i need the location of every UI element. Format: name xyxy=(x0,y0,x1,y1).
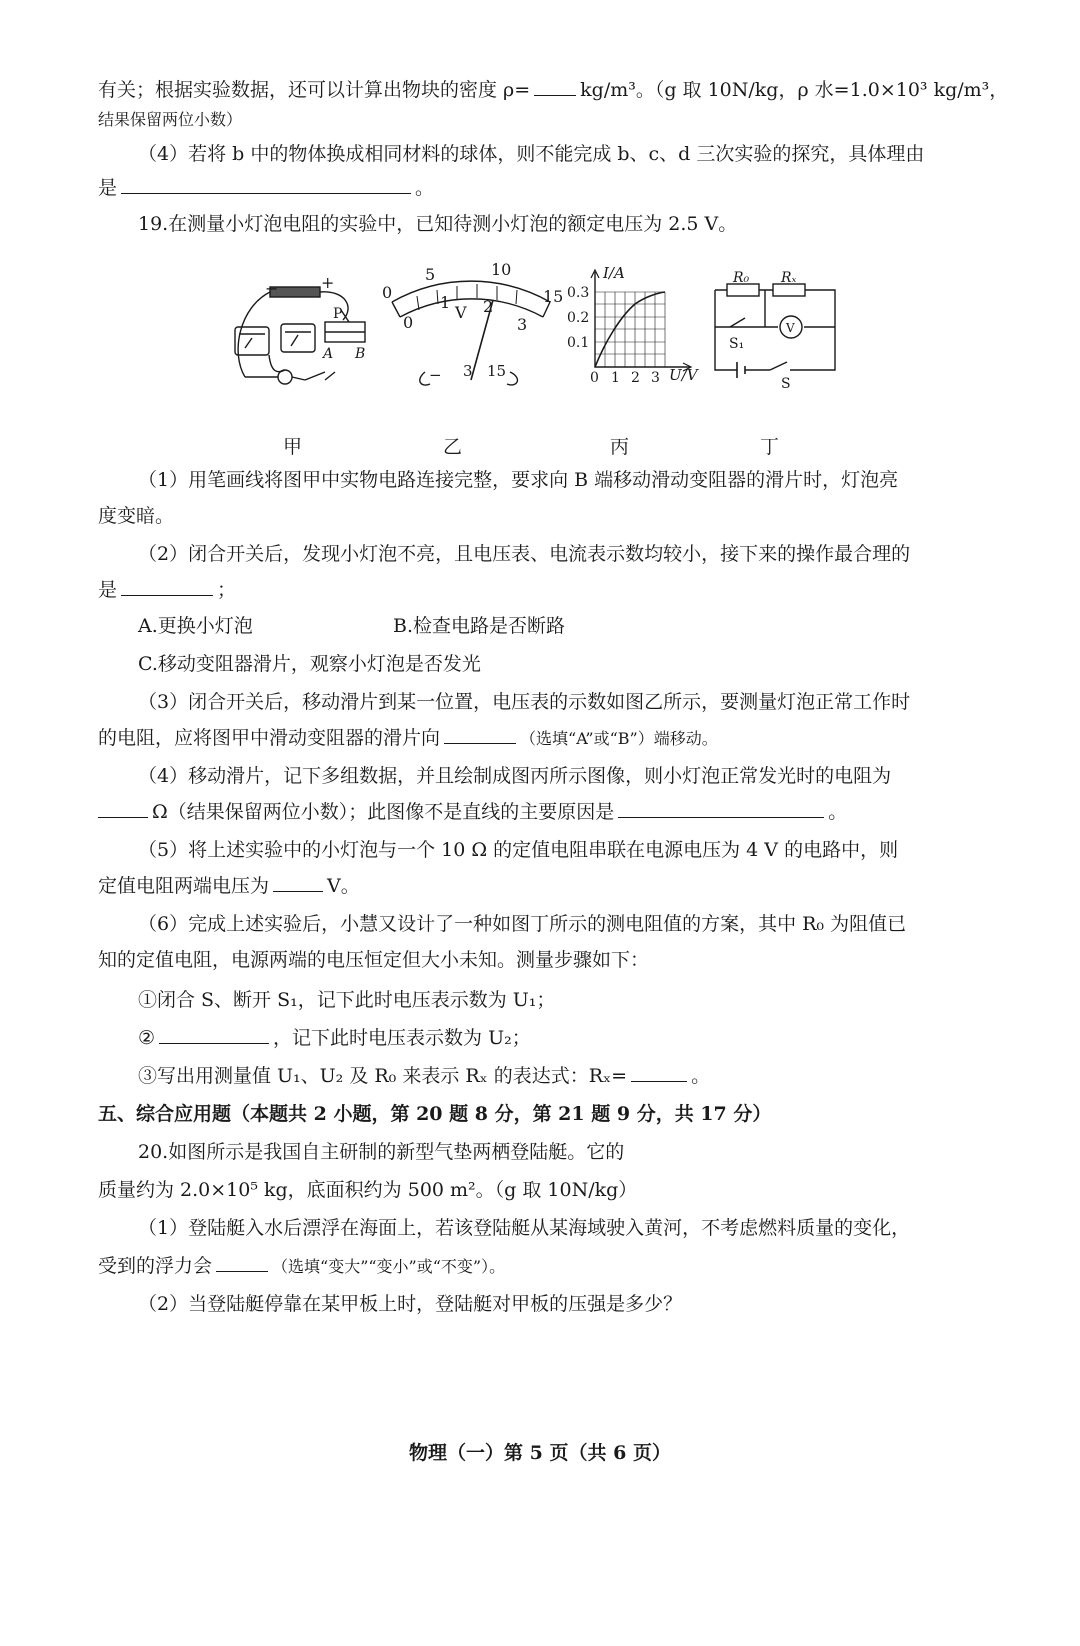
q19-part2-answer-line xyxy=(98,576,236,604)
q20-buoyancy-blank xyxy=(216,1253,268,1272)
graph-y-axis-label: I/A xyxy=(603,264,625,282)
q18-part4-prefix: 是 xyxy=(98,177,118,199)
q20-line2: 质量约为 2.0×10⁵ kg，底面积约为 500 m²。（g 取 10N/kg） xyxy=(98,1179,638,1201)
q19-reason-blank xyxy=(618,799,824,818)
q19-step2 xyxy=(138,1024,531,1052)
q19-part4: （4）移动滑片，记下多组数据，并且绘制成图丙所示图像，则小灯泡正常发光时的电阻为 xyxy=(138,765,892,787)
q19-part2-blank xyxy=(121,577,213,596)
dial-top-tick-0: 0 xyxy=(382,283,393,302)
q18-density-line xyxy=(98,76,1008,104)
graph-x-tick-2: 2 xyxy=(631,370,640,386)
q19-part5-end: V。 xyxy=(327,875,360,897)
switch-s1 xyxy=(730,318,745,327)
q19-part1-cont: 度变暗。 xyxy=(98,505,175,527)
page-footer: 物理（一）第 5 页（共 6 页） xyxy=(409,1442,671,1464)
q19-step2-text: ，记下此时电压表示数为 U₂； xyxy=(273,1027,531,1049)
q19-part2-prefix: 是 xyxy=(98,579,118,601)
dial-bottom-tick-0: 0 xyxy=(403,313,414,332)
fig-bing-graph xyxy=(591,270,691,371)
graph-y-tick-0.3: 0.3 xyxy=(567,285,590,301)
graph-x-tick-3: 3 xyxy=(651,370,660,386)
dial-bottom-tick-1: 1 xyxy=(440,293,451,312)
q19-step3-text: ③写出用测量值 U₁、U₂ 及 R₀ 来表示 Rₓ 的表达式：Rₓ= xyxy=(138,1065,628,1087)
q19-part1: （1）用笔画线将图甲中实物电路连接完整，要求向 B 端移动滑动变阻器的滑片时，灯泡亮 xyxy=(138,469,899,491)
iu-curve xyxy=(595,292,665,367)
q19-resistance-blank xyxy=(98,799,148,818)
q20-part1-end: （选填“变大”“变小”或“不变”）。 xyxy=(272,1257,506,1276)
q20-line1: 20.如图所示是我国自主研制的新型气垫两栖登陆艇。它的 xyxy=(138,1141,625,1163)
q19-option-b: B.检查电路是否断路 xyxy=(393,615,566,637)
graph-x-tick-1: 1 xyxy=(611,370,620,386)
battery-plus: + xyxy=(321,273,335,292)
q19-part3-end: （选填“A”或“B”）端移动。 xyxy=(520,729,718,748)
label-r0: R₀ xyxy=(733,270,750,286)
voltmeter-v: V xyxy=(786,321,795,335)
q18-part4-answer-line xyxy=(98,174,434,202)
q19-part6-cont: 知的定值电阻，电源两端的电压恒定但大小未知。测量步骤如下： xyxy=(98,949,650,971)
q18-note: 结果保留两位小数） xyxy=(98,110,243,129)
graph-y-tick-0.1: 0.1 xyxy=(567,335,590,351)
density-blank xyxy=(534,77,576,96)
terminal-15: 15 xyxy=(487,362,507,380)
q19-rx-blank xyxy=(631,1063,687,1082)
q19-part6: （6）完成上述实验后，小慧又设计了一种如图丁所示的测电阻值的方案，其中 R₀ 为阻值已 xyxy=(138,913,907,935)
q19-part4-answer-line xyxy=(98,798,847,826)
q19-option-a: A.更换小灯泡 xyxy=(138,615,253,637)
battery-symbol xyxy=(737,362,745,378)
q19-part2-end: ； xyxy=(217,579,237,601)
switch-icon xyxy=(305,372,335,380)
q19-step2-blank xyxy=(159,1025,269,1044)
terminal-minus: − xyxy=(429,366,442,384)
q20-part1-answer-line xyxy=(98,1252,505,1281)
q19-part3: （3）闭合开关后，移动滑片到某一位置，电压表的示数如图乙所示，要测量灯泡正常工作时 xyxy=(138,691,911,713)
fig-label-bing: 丙 xyxy=(610,436,630,458)
q19-option-c: C.移动变阻器滑片，观察小灯泡是否发光 xyxy=(138,653,481,675)
q19-part5-prefix: 定值电阻两端电压为 xyxy=(98,875,270,897)
dial-bottom-tick-2: 2 xyxy=(483,297,494,316)
q20-part1-prefix: 受到的浮力会 xyxy=(98,1255,213,1277)
q19-step3 xyxy=(138,1062,710,1090)
q19-part3-answer-line xyxy=(98,724,718,753)
q18-density-unit: kg/m³。（g 取 10N/kg，ρ 水=1.0×10³ kg/m³， xyxy=(580,79,1009,101)
terminal-3: 3 xyxy=(463,362,473,380)
dial-unit-v: V xyxy=(455,303,467,322)
fig-ding-schematic xyxy=(715,284,835,378)
fig-label-ding: 丁 xyxy=(760,436,780,458)
fig-jia-circuit xyxy=(235,287,365,384)
q19-part5: （5）将上述实验中的小灯泡与一个 10 Ω 的定值电阻串联在电源电压为 4 V 的电路中，则 xyxy=(138,839,899,861)
graph-y-tick-0.2: 0.2 xyxy=(567,310,590,326)
q19-part4-end: 。 xyxy=(828,801,848,823)
q19-step3-end: 。 xyxy=(691,1065,711,1087)
q19-part5-answer-line xyxy=(98,872,360,900)
label-s1: S₁ xyxy=(729,336,745,352)
label-rx: Rₓ xyxy=(781,270,797,286)
battery-minus: − xyxy=(265,279,279,298)
dial-top-tick-10: 10 xyxy=(491,262,512,279)
q19-figures xyxy=(225,262,885,422)
q18-density-text: 有关；根据实验数据，还可以计算出物块的密度 ρ= xyxy=(98,79,531,101)
fig-label-jia: 甲 xyxy=(283,436,303,458)
dial-bottom-tick-3: 3 xyxy=(517,315,528,334)
q19-title: 19.在测量小灯泡电阻的实验中，已知待测小灯泡的额定电压为 2.5 V。 xyxy=(138,213,738,235)
q18-part4: （4）若将 b 中的物体换成相同材料的球体，则不能完成 b、c、d 三次实验的探究，具体理由 xyxy=(138,143,925,165)
rheostat-end-a: A xyxy=(323,346,334,362)
q20-part2: （2）当登陆艇停靠在某甲板上时，登陆艇对甲板的压强是多少？ xyxy=(138,1293,683,1315)
dial-top-tick-5: 5 xyxy=(425,265,436,284)
rheostat-end-b: B xyxy=(355,346,366,362)
graph-x-tick-0: 0 xyxy=(590,370,599,386)
label-s: S xyxy=(781,376,791,392)
fig-label-yi: 乙 xyxy=(443,436,463,458)
q19-part2: （2）闭合开关后，发现小灯泡不亮，且电压表、电流表示数均较小，接下来的操作最合理的 xyxy=(138,543,911,565)
slider-label-p: P xyxy=(333,306,343,322)
q19-part3-blank xyxy=(444,725,516,744)
q19-step2-prefix: ② xyxy=(138,1027,156,1049)
q19-part3-prefix: 的电阻，应将图甲中滑动变阻器的滑片向 xyxy=(98,727,441,749)
graph-x-axis-label: U/V xyxy=(669,366,698,384)
q20-part1: （1）登陆艇入水后漂浮在海面上，若该登陆艇从某海域驶入黄河，不考虑燃料质量的变化， xyxy=(138,1217,911,1239)
q18-part4-end: 。 xyxy=(415,177,435,199)
q19-voltage-blank xyxy=(273,873,323,892)
dial-top-tick-15: 15 xyxy=(543,287,564,306)
voltmeter-icon xyxy=(281,324,315,352)
switch-s xyxy=(770,362,787,370)
q19-step1: ①闭合 S、断开 S₁，记下此时电压表示数为 U₁； xyxy=(138,989,556,1011)
q19-part4-text: Ω（结果保留两位小数）；此图像不是直线的主要原因是 xyxy=(152,801,615,823)
section5-heading: 五、综合应用题（本题共 2 小题，第 20 题 8 分，第 21 题 9 分，共 17 分） xyxy=(98,1103,772,1125)
q18-reason-blank xyxy=(121,175,411,194)
